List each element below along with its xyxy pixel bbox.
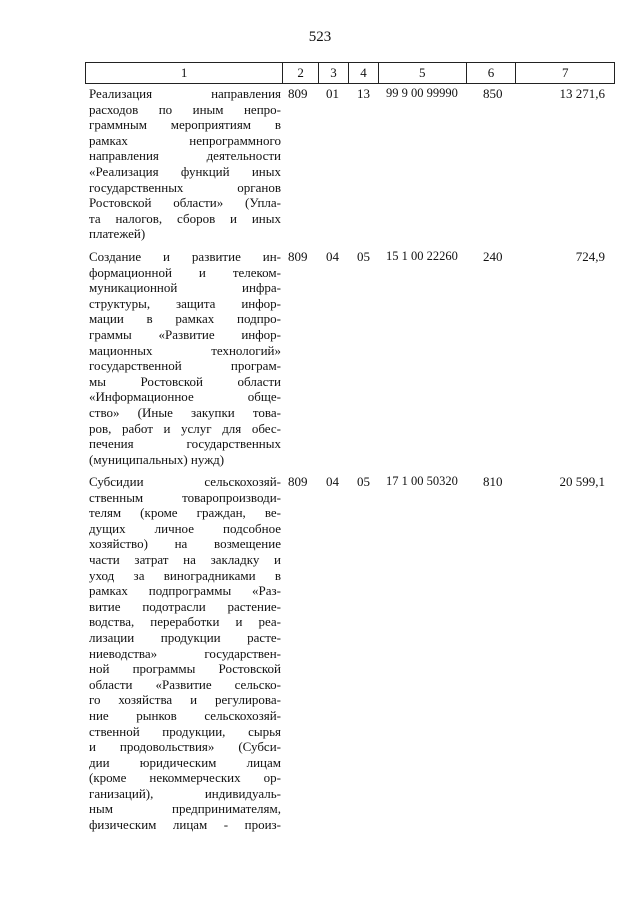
cell-col-2: 809 — [288, 86, 308, 101]
header-col-1: 1 — [86, 63, 283, 83]
description-line: хозяйство) на возмещение — [89, 536, 281, 552]
description-line: ров, работ и услуг для обес- — [89, 420, 281, 436]
description-line: части затрат на закладку и — [89, 551, 281, 567]
page-number: 523 — [308, 29, 332, 45]
description-line: мации в рамках подпро- — [89, 311, 281, 327]
description-line: го хозяйства и регулирова- — [89, 692, 281, 708]
cell-col-6: 240 — [483, 249, 503, 264]
description-line: ственной продукции, сырья — [89, 723, 281, 739]
description-line: дии юридическим лицам — [89, 754, 281, 770]
cell-col-7: 724,9 — [575, 249, 605, 264]
description-line: мы Ростовской области — [89, 373, 281, 389]
description-line: ганизаций), индивидуаль- — [89, 785, 281, 801]
cell-col-7: 13 271,6 — [559, 86, 605, 101]
header-col-4: 4 — [349, 63, 379, 83]
description-line: лизации продукции расте- — [89, 629, 281, 645]
header-col-5: 5 — [379, 63, 467, 83]
description-line: мационных технологий» — [89, 342, 281, 358]
cell-col-5: 17 1 00 50320 — [386, 474, 458, 488]
description-line: Ростовской области» (Упла- — [89, 195, 281, 211]
header-col-2: 2 — [283, 63, 319, 83]
description-line: дущих личное подсобное — [89, 520, 281, 536]
description-line: ство» (Иные закупки това- — [89, 404, 281, 420]
cell-col-3: 01 — [326, 86, 339, 101]
description-line: физическим лицам - произ- — [89, 817, 281, 833]
description-line: витие подотрасли растение- — [89, 598, 281, 614]
description-line: ным предпринимателям, — [89, 801, 281, 817]
description-line: телям (кроме граждан, ве- — [89, 505, 281, 521]
description-line: граммным мероприятиям в — [89, 117, 281, 133]
description-line: муникационной инфра- — [89, 280, 281, 296]
description-line: печения государственных — [89, 436, 281, 452]
description-line: ственным товаропроизводи- — [89, 489, 281, 505]
description-line: ние рынков сельскохозяй- — [89, 707, 281, 723]
description-line: (кроме некоммерческих ор- — [89, 770, 281, 786]
cell-col-2: 809 — [288, 474, 308, 489]
description-line: государственных органов — [89, 179, 281, 195]
description-line: расходов по иным непро- — [89, 101, 281, 117]
description-line: рамках подпрограммы «Раз- — [89, 583, 281, 599]
description-line: та налогов, сборов и иных — [89, 210, 281, 226]
description-line: (муниципальных) нужд) — [89, 451, 225, 467]
description-line: структуры, защита инфор- — [89, 295, 281, 311]
description-line: и продовольствия» (Субси- — [89, 739, 281, 755]
cell-col-7: 20 599,1 — [559, 474, 605, 489]
description-line: платежей) — [89, 226, 146, 242]
cell-col-2: 809 — [288, 249, 308, 264]
cell-col-4: 13 — [357, 86, 370, 101]
description-line: формационной и телеком- — [89, 264, 281, 280]
row-description — [89, 86, 281, 242]
cell-col-5: 99 9 00 99990 — [386, 86, 458, 100]
header-col-6: 6 — [467, 63, 517, 83]
cell-col-4: 05 — [357, 249, 370, 264]
header-col-7: 7 — [561, 65, 569, 80]
description-line: граммы «Развитие инфор- — [89, 326, 281, 342]
description-line: рамках непрограммного — [89, 132, 281, 148]
description-line: «Реализация функций иных — [89, 163, 281, 179]
cell-col-6: 810 — [483, 474, 503, 489]
description-line: ниеводства» государствен- — [89, 645, 281, 661]
description-line: Субсидии сельскохозяй- — [89, 474, 281, 489]
table-header-row — [85, 62, 615, 84]
cell-col-4: 05 — [357, 474, 370, 489]
cell-col-3: 04 — [326, 249, 339, 264]
description-line: Создание и развитие ин- — [89, 249, 281, 264]
description-line: «Информационное обще- — [89, 389, 281, 405]
description-line: Реализация направления — [89, 86, 281, 101]
cell-col-6: 850 — [483, 86, 503, 101]
header-col-3: 3 — [319, 63, 349, 83]
row-description — [89, 474, 281, 833]
description-line: ной программы Ростовской — [89, 661, 281, 677]
row-description — [89, 249, 281, 467]
cell-col-3: 04 — [326, 474, 339, 489]
description-line: направления деятельности — [89, 148, 281, 164]
description-line: уход за виноградниками в — [89, 567, 281, 583]
description-line: государственной програм- — [89, 358, 281, 374]
cell-col-5: 15 1 00 22260 — [386, 249, 458, 263]
description-line: области «Развитие сельско- — [89, 676, 281, 692]
description-line: водства, переработки и реа- — [89, 614, 281, 630]
